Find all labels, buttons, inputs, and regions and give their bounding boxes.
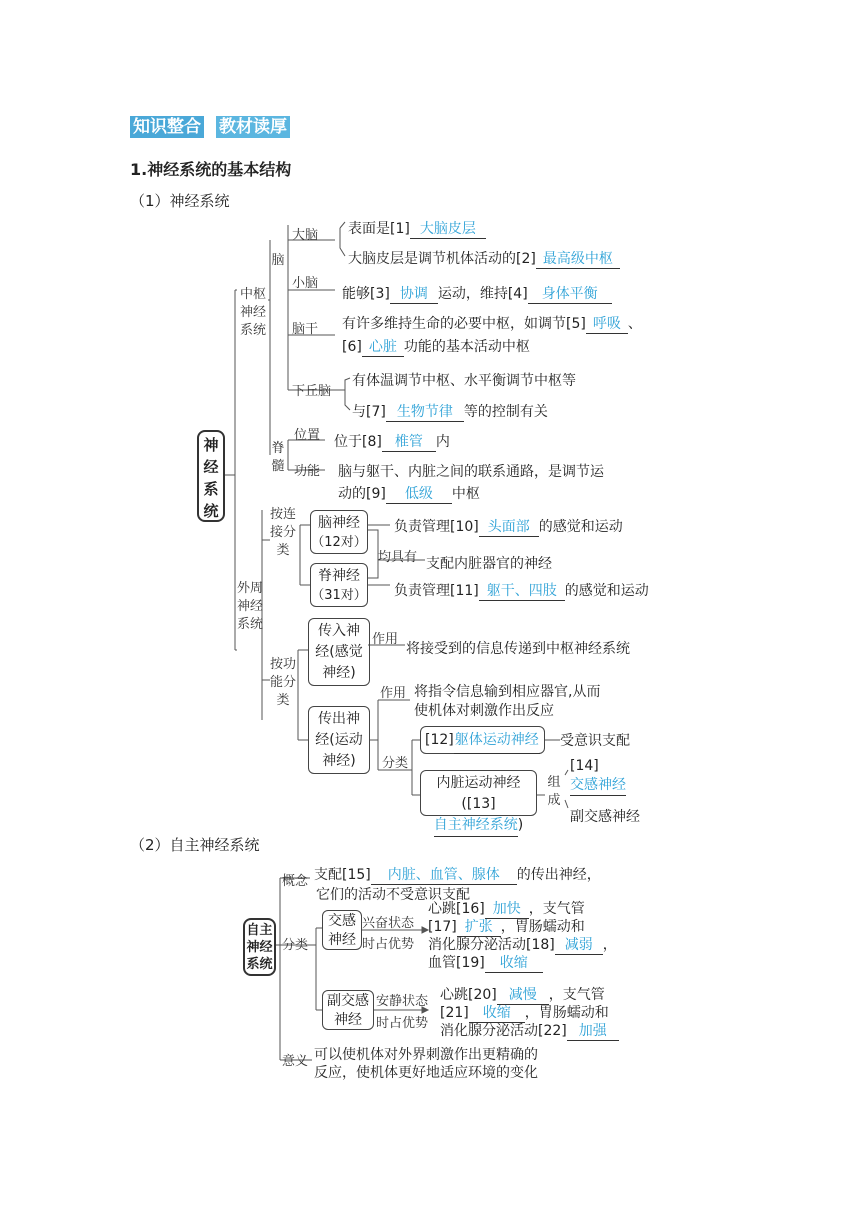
spinal-nerve-box: 脊神经 （31对） xyxy=(310,563,368,607)
answer-2: 最高级中枢 xyxy=(536,248,620,269)
s22-line: 消化腺分泌活动[22] 加强 xyxy=(440,1020,619,1041)
spinal-nerve-line: 负责管理[11] 躯干、四肢 的感觉和运动 xyxy=(394,580,649,601)
answer-16: 加快 xyxy=(485,898,529,919)
cranial-line: 负责管理[10] 头面部 的感觉和运动 xyxy=(394,516,623,537)
answer-10: 头面部 xyxy=(479,516,539,537)
badge-knowledge: 知识整合 xyxy=(130,116,204,138)
efferent-classify-label: 分类 xyxy=(382,756,409,771)
answer-1: 大脑皮层 xyxy=(410,218,486,239)
para-state2: 时占优势 xyxy=(376,1016,429,1031)
by-function-label: 按功能分类 xyxy=(269,657,296,708)
by-connect-label: 按连接分类 xyxy=(269,507,296,558)
efferent-role-label: 作用 xyxy=(380,686,407,701)
brainstem-line2: [6] 心脏 功能的基本活动中枢 xyxy=(342,336,530,357)
meaning-line2: 反应，使机体更好地适应环境的变化 xyxy=(314,1065,538,1081)
s20-line: 心跳[20] 减慢 ，支气管 xyxy=(440,984,605,1005)
afferent-nerve-box: 传入神经(感觉神经) xyxy=(308,618,370,686)
para-state1: 安静状态 xyxy=(376,994,429,1009)
position-line: 位于[8] 椎管 内 xyxy=(334,431,450,452)
central-nervous-label: 中枢神经系统 xyxy=(239,287,266,338)
efferent-text2: 使机体对刺激作出反应 xyxy=(414,703,554,719)
sympathetic-answer-line: [14]交感神经 xyxy=(570,757,638,796)
cerebrum-line2: 大脑皮层是调节机体活动的[2] 最高级中枢 xyxy=(348,248,620,269)
both-have-label: 均具有 xyxy=(378,550,418,565)
cerebrum-line1: 表面是[1] 大脑皮层 xyxy=(348,218,486,239)
answer-18: 减弱 xyxy=(555,934,603,955)
s18-line: 消化腺分泌活动[18] 减弱 ， xyxy=(428,934,617,955)
concept-line2: 它们的活动不受意识支配 xyxy=(316,887,470,903)
answer-14: 交感神经 xyxy=(570,776,626,796)
afferent-text: 将接受到的信息传递到中枢神经系统 xyxy=(406,641,630,657)
cranial-nerve-box: 脑神经 （12对） xyxy=(310,510,368,554)
efferent-text1: 将指令信息输到相应器官,从而 xyxy=(414,684,601,700)
hypothalamus-label: 下丘脑 xyxy=(292,384,332,399)
spinal-cord-label: 脊髓 xyxy=(271,441,285,474)
root-nervous-system: 神经系统 xyxy=(197,430,225,522)
cerebellum-line: 能够[3] 协调 运动，维持[4] 身体平衡 xyxy=(342,283,612,304)
brainstem-line1: 有许多维持生命的必要中枢，如调节[5] 呼吸 、 xyxy=(342,313,642,334)
function-line2: 动的[9] 低级 中枢 xyxy=(338,483,480,504)
efferent-nerve-box: 传出神经(运动神经) xyxy=(308,706,370,774)
meaning-label: 意义 xyxy=(282,1054,309,1069)
root-autonomic: 自主神经系统 xyxy=(243,918,276,976)
hypothalamus-line1: 有体温调节中枢、水平衡调节中枢等 xyxy=(352,373,576,389)
answer-20: 减慢 xyxy=(497,984,549,1005)
function-label: 功能 xyxy=(294,464,321,479)
position-label: 位置 xyxy=(294,428,321,443)
compose-label: 组成 xyxy=(547,775,561,808)
section-title: 1.神经系统的基本结构 xyxy=(130,160,292,179)
peripheral-nervous-label: 外周神经系统 xyxy=(236,581,263,632)
answer-5: 呼吸 xyxy=(586,313,628,334)
function-line1: 脑与躯干、内脏之间的联系通路，是调节运 xyxy=(338,464,604,480)
s17-line: [17] 扩张 ，胃肠蠕动和 xyxy=(428,916,585,937)
answer-21: 收缩 xyxy=(469,1002,525,1023)
answer-8: 椎管 xyxy=(382,431,436,452)
meaning-line1: 可以使机体对外界刺激作出更精确的 xyxy=(314,1047,538,1063)
sympathetic-box: 交感神经 xyxy=(322,910,362,950)
visceral-motor-box: 内脏运动神经 ([13]自主神经系统) xyxy=(420,770,537,816)
answer-17: 扩张 xyxy=(457,916,501,937)
answer-4: 身体平衡 xyxy=(528,283,612,304)
hypothalamus-line2: 与[7] 生物节律 等的控制有关 xyxy=(352,401,548,422)
s21-line: [21] 收缩 ，胃肠蠕动和 xyxy=(440,1002,609,1023)
answer-7: 生物节律 xyxy=(386,401,464,422)
concept-label: 概念 xyxy=(282,874,309,889)
answer-6: 心脏 xyxy=(362,336,404,357)
brain-label: 脑 xyxy=(271,253,285,268)
answer-9: 低级 xyxy=(386,483,452,504)
part2-classify-label: 分类 xyxy=(282,938,309,953)
somatic-motor-box: [12]躯体运动神经 xyxy=(420,726,545,754)
answer-22: 加强 xyxy=(567,1020,619,1041)
conscious-control-text: 受意识支配 xyxy=(560,733,630,749)
parasympathetic-text: 副交感神经 xyxy=(570,809,640,825)
answer-3: 协调 xyxy=(390,283,438,304)
cerebrum-label: 大脑 xyxy=(292,228,319,243)
sym-state2: 时占优势 xyxy=(362,937,415,952)
both-have-text: 支配内脏器官的神经 xyxy=(426,556,552,572)
sym-state1: 兴奋状态 xyxy=(362,916,415,931)
s16-line: 心跳[16] 加快 ，支气管 xyxy=(428,898,585,919)
part2-subtitle: （2）自主神经系统 xyxy=(130,836,260,854)
answer-13: 自主神经系统 xyxy=(434,815,518,837)
brainstem-label: 脑干 xyxy=(292,322,319,337)
afferent-role-label: 作用 xyxy=(372,632,399,647)
answer-15: 内脏、血管、腺体 xyxy=(371,864,517,885)
concept-line1: 支配[15] 内脏、血管、腺体 的传出神经， xyxy=(314,864,601,885)
answer-19: 收缩 xyxy=(485,952,543,973)
parasympathetic-box: 副交感神经 xyxy=(322,990,374,1030)
s19-line: 血管[19] 收缩 xyxy=(428,952,543,973)
badge-textbook: 教材读厚 xyxy=(216,116,290,138)
cerebellum-label: 小脑 xyxy=(292,276,319,291)
part1-subtitle: （1）神经系统 xyxy=(130,192,230,210)
answer-11: 躯干、四肢 xyxy=(479,580,565,601)
answer-12: 躯体运动神经 xyxy=(454,727,540,754)
